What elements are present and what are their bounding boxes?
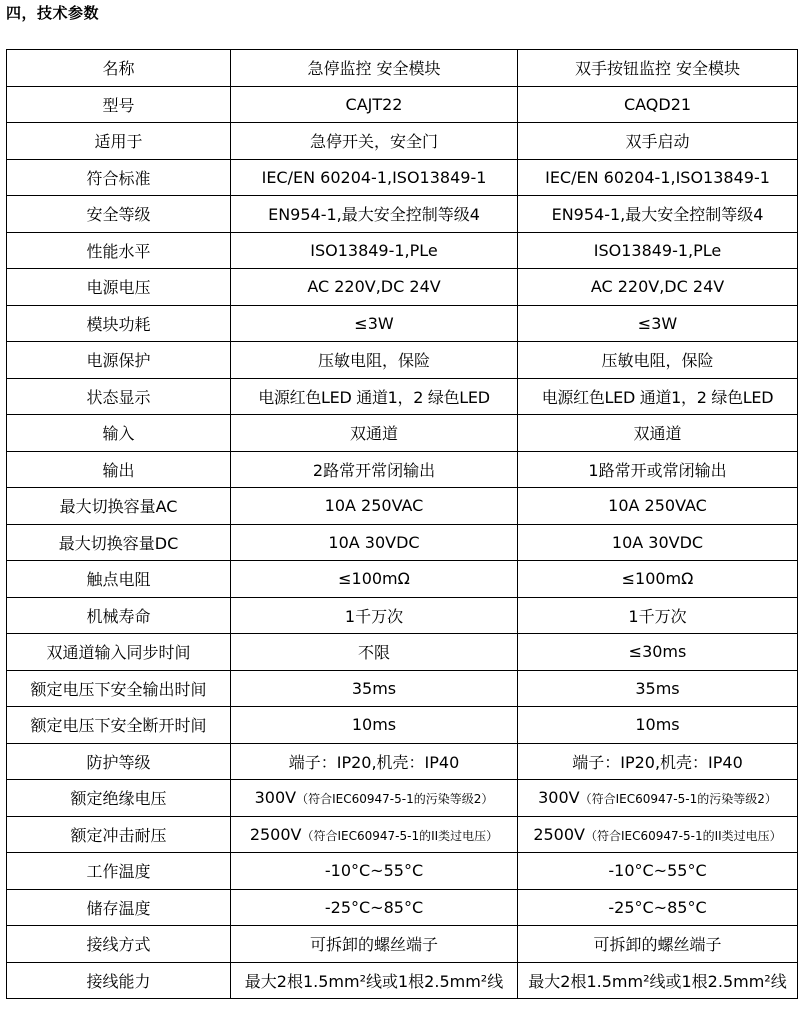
spec-value-module-a: 不限 <box>231 634 518 671</box>
spec-label: 性能水平 <box>7 232 231 269</box>
spec-row <box>7 378 798 415</box>
spec-value-main: 300V <box>254 788 297 808</box>
spec-value-module-a: -10°C~55°C <box>231 853 518 890</box>
spec-value-module-b: CAQD21 <box>518 86 798 123</box>
spec-value-module-b: 可拆卸的螺丝端子 <box>518 926 798 963</box>
spec-label: 型号 <box>7 86 231 123</box>
spec-value-module-a: 急停监控 安全模块 <box>231 50 518 87</box>
spec-row <box>7 524 798 561</box>
spec-row <box>7 342 798 379</box>
spec-value-module-a: 端子：IP20,机壳：IP40 <box>231 743 518 780</box>
spec-value-module-a: EN954-1,最大安全控制等级4 <box>231 196 518 233</box>
spec-value-module-b: EN954-1,最大安全控制等级4 <box>518 196 798 233</box>
spec-table <box>6 49 798 999</box>
spec-row <box>7 926 798 963</box>
spec-row <box>7 269 798 306</box>
spec-value-module-b: 1千万次 <box>518 597 798 634</box>
spec-value-module-a: ≤100mΩ <box>231 561 518 598</box>
spec-value-module-b: 电源红色LED 通道1，2 绿色LED <box>518 378 798 415</box>
spec-value-module-a: 10A 30VDC <box>231 524 518 561</box>
spec-label: 接线方式 <box>7 926 231 963</box>
spec-value-module-b: 压敏电阻，保险 <box>518 342 798 379</box>
spec-value-module-a: 电源红色LED 通道1，2 绿色LED <box>231 378 518 415</box>
spec-value-module-b: -10°C~55°C <box>518 853 798 890</box>
spec-value-module-a: 10A 250VAC <box>231 488 518 525</box>
spec-value-module-b: 1路常开或常闭输出 <box>518 451 798 488</box>
spec-row <box>7 707 798 744</box>
spec-value-module-b: ≤100mΩ <box>518 561 798 598</box>
spec-label: 额定冲击耐压 <box>7 816 231 853</box>
spec-row <box>7 415 798 452</box>
spec-value-module-a <box>231 816 518 853</box>
spec-value-module-a: 可拆卸的螺丝端子 <box>231 926 518 963</box>
spec-row <box>7 196 798 233</box>
spec-row <box>7 780 798 817</box>
spec-row <box>7 634 798 671</box>
spec-label: 工作温度 <box>7 853 231 890</box>
spec-value-module-b: ISO13849-1,PLe <box>518 232 798 269</box>
spec-label: 机械寿命 <box>7 597 231 634</box>
spec-label: 最大切换容量AC <box>7 488 231 525</box>
spec-label: 输出 <box>7 451 231 488</box>
spec-row <box>7 488 798 525</box>
spec-value-module-b <box>518 780 798 817</box>
spec-row <box>7 159 798 196</box>
spec-label: 符合标准 <box>7 159 231 196</box>
spec-value-module-a: 35ms <box>231 670 518 707</box>
spec-row <box>7 853 798 890</box>
spec-row <box>7 50 798 87</box>
spec-value-module-a: 1千万次 <box>231 597 518 634</box>
spec-value-module-b: AC 220V,DC 24V <box>518 269 798 306</box>
spec-value-main: 2500V <box>533 824 585 844</box>
spec-value-module-a: 双通道 <box>231 415 518 452</box>
spec-value-module-b: ≤30ms <box>518 634 798 671</box>
spec-row <box>7 597 798 634</box>
spec-value-module-b: 端子：IP20,机壳：IP40 <box>518 743 798 780</box>
spec-value-module-b: 10A 30VDC <box>518 524 798 561</box>
section-heading: 四，技术参数 <box>6 4 100 22</box>
spec-value-module-a: 急停开关，安全门 <box>231 123 518 160</box>
spec-value-module-b: 双通道 <box>518 415 798 452</box>
spec-value-module-b: 双手启动 <box>518 123 798 160</box>
spec-value-module-a: -25°C~85°C <box>231 889 518 926</box>
spec-label: 额定电压下安全输出时间 <box>7 670 231 707</box>
spec-row <box>7 889 798 926</box>
spec-value-note: （符合IEC60947-5-1的II类过电压） <box>584 828 782 843</box>
spec-label: 安全等级 <box>7 196 231 233</box>
spec-value-module-a: 10ms <box>231 707 518 744</box>
spec-value-module-a: 压敏电阻，保险 <box>231 342 518 379</box>
spec-value-module-b: 最大2根1.5mm²线或1根2.5mm²线 <box>518 962 798 999</box>
spec-label: 额定电压下安全断开时间 <box>7 707 231 744</box>
spec-label: 最大切换容量DC <box>7 524 231 561</box>
spec-row <box>7 962 798 999</box>
spec-value-module-a: AC 220V,DC 24V <box>231 269 518 306</box>
spec-label: 双通道输入同步时间 <box>7 634 231 671</box>
spec-value-module-b: IEC/EN 60204-1,ISO13849-1 <box>518 159 798 196</box>
spec-value-note: （符合IEC60947-5-1的污染等级2） <box>579 792 777 807</box>
spec-value-module-b: 10ms <box>518 707 798 744</box>
spec-row <box>7 232 798 269</box>
spec-value-module-b: ≤3W <box>518 305 798 342</box>
spec-value-module-a: 最大2根1.5mm²线或1根2.5mm²线 <box>231 962 518 999</box>
spec-value-module-a: IEC/EN 60204-1,ISO13849-1 <box>231 159 518 196</box>
spec-label: 电源电压 <box>7 269 231 306</box>
spec-value-module-b <box>518 816 798 853</box>
spec-label: 接线能力 <box>7 962 231 999</box>
spec-row <box>7 305 798 342</box>
spec-label: 触点电阻 <box>7 561 231 598</box>
spec-value-module-a <box>231 780 518 817</box>
spec-label: 状态显示 <box>7 378 231 415</box>
spec-row <box>7 86 798 123</box>
spec-value-module-b: 35ms <box>518 670 798 707</box>
spec-row <box>7 743 798 780</box>
spec-value-note: （符合IEC60947-5-1的污染等级2） <box>296 792 494 807</box>
spec-label: 储存温度 <box>7 889 231 926</box>
spec-label: 额定绝缘电压 <box>7 780 231 817</box>
spec-value-module-a: CAJT22 <box>231 86 518 123</box>
spec-label: 防护等级 <box>7 743 231 780</box>
spec-row <box>7 123 798 160</box>
spec-row <box>7 451 798 488</box>
spec-label: 输入 <box>7 415 231 452</box>
spec-value-main: 2500V <box>249 824 302 844</box>
spec-label: 模块功耗 <box>7 305 231 342</box>
spec-value-main: 300V <box>538 788 580 808</box>
spec-value-module-b: -25°C~85°C <box>518 889 798 926</box>
spec-label: 电源保护 <box>7 342 231 379</box>
spec-value-note: （符合IEC60947-5-1的II类过电压） <box>301 828 499 843</box>
spec-value-module-a: 2路常开常闭输出 <box>231 451 518 488</box>
spec-row <box>7 670 798 707</box>
spec-value-module-b: 10A 250VAC <box>518 488 798 525</box>
spec-row <box>7 561 798 598</box>
spec-value-module-a: ≤3W <box>231 305 518 342</box>
spec-label: 适用于 <box>7 123 231 160</box>
spec-label: 名称 <box>7 50 231 87</box>
spec-row <box>7 816 798 853</box>
spec-value-module-a: ISO13849-1,PLe <box>231 232 518 269</box>
spec-table-body <box>7 50 798 999</box>
spec-value-module-b: 双手按钮监控 安全模块 <box>518 50 798 87</box>
